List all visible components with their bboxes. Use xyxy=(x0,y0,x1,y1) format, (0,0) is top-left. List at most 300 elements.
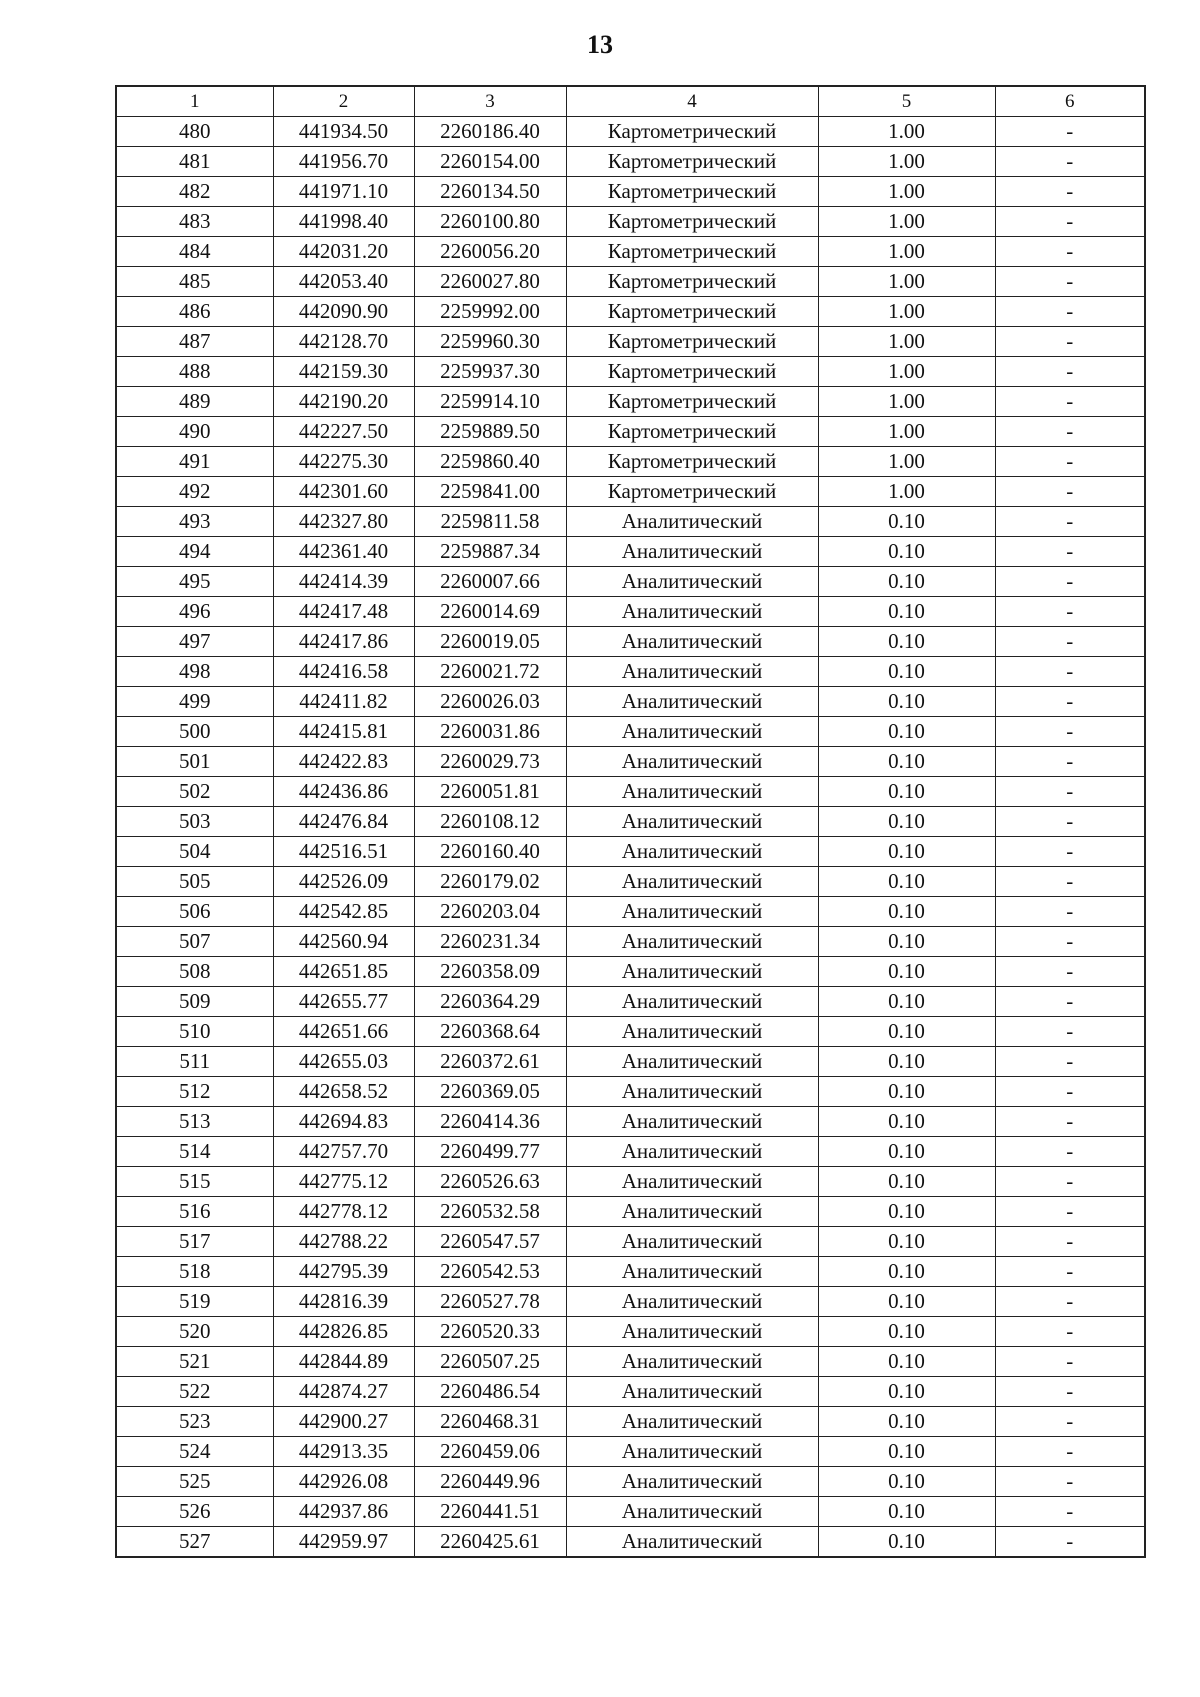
table-cell: Аналитический xyxy=(566,1437,818,1467)
table-cell: - xyxy=(995,987,1145,1017)
table-cell: 442411.82 xyxy=(273,687,414,717)
table-row xyxy=(116,477,1145,507)
table-cell: 2260520.33 xyxy=(414,1317,566,1347)
table-cell: - xyxy=(995,927,1145,957)
table-cell: Картометрический xyxy=(566,267,818,297)
table-cell: 2260019.05 xyxy=(414,627,566,657)
table-cell: 484 xyxy=(116,237,273,267)
table-cell: - xyxy=(995,237,1145,267)
table-cell: 0.10 xyxy=(818,1527,995,1558)
table-cell: Картометрический xyxy=(566,417,818,447)
table-cell: 442415.81 xyxy=(273,717,414,747)
table-cell: 0.10 xyxy=(818,1227,995,1257)
table-cell: - xyxy=(995,207,1145,237)
table-cell: 442416.58 xyxy=(273,657,414,687)
header-cell: 6 xyxy=(995,86,1145,117)
table-cell: - xyxy=(995,297,1145,327)
table-cell: 442926.08 xyxy=(273,1467,414,1497)
table-cell: - xyxy=(995,1407,1145,1437)
table-cell: 2260100.80 xyxy=(414,207,566,237)
table-cell: Аналитический xyxy=(566,777,818,807)
table-cell: 511 xyxy=(116,1047,273,1077)
table-cell: 0.10 xyxy=(818,627,995,657)
table-cell: 0.10 xyxy=(818,1497,995,1527)
coordinates-table xyxy=(115,85,1146,1558)
table-cell: 442361.40 xyxy=(273,537,414,567)
table-row xyxy=(116,1407,1145,1437)
table-cell: - xyxy=(995,897,1145,927)
table-cell: 2260134.50 xyxy=(414,177,566,207)
table-cell: 442542.85 xyxy=(273,897,414,927)
table-cell: 442651.85 xyxy=(273,957,414,987)
table-cell: 480 xyxy=(116,117,273,147)
table-cell: 508 xyxy=(116,957,273,987)
table-cell: 442414.39 xyxy=(273,567,414,597)
table-cell: Аналитический xyxy=(566,807,818,837)
table-cell: 507 xyxy=(116,927,273,957)
table-cell: 2260486.54 xyxy=(414,1377,566,1407)
table-cell: 490 xyxy=(116,417,273,447)
table-cell: - xyxy=(995,1047,1145,1077)
table-cell: Аналитический xyxy=(566,1107,818,1137)
table-cell: 442874.27 xyxy=(273,1377,414,1407)
table-cell: 504 xyxy=(116,837,273,867)
table-cell: - xyxy=(995,567,1145,597)
table-row xyxy=(116,537,1145,567)
table-cell: 0.10 xyxy=(818,1377,995,1407)
table-cell: 512 xyxy=(116,1077,273,1107)
table-cell: 442159.30 xyxy=(273,357,414,387)
table-cell: 1.00 xyxy=(818,357,995,387)
table-cell: 442417.48 xyxy=(273,597,414,627)
table-row xyxy=(116,297,1145,327)
table-cell: Аналитический xyxy=(566,1317,818,1347)
table-cell: 515 xyxy=(116,1167,273,1197)
table-row xyxy=(116,627,1145,657)
table-row xyxy=(116,867,1145,897)
table-cell: 442937.86 xyxy=(273,1497,414,1527)
table-cell: 495 xyxy=(116,567,273,597)
table-cell: - xyxy=(995,627,1145,657)
table-cell: 2259992.00 xyxy=(414,297,566,327)
table-cell: - xyxy=(995,1017,1145,1047)
table-cell: 442436.86 xyxy=(273,777,414,807)
table-cell: - xyxy=(995,537,1145,567)
table-cell: 506 xyxy=(116,897,273,927)
table-cell: Аналитический xyxy=(566,1167,818,1197)
table-cell: - xyxy=(995,177,1145,207)
table-row xyxy=(116,837,1145,867)
table-cell: Аналитический xyxy=(566,1467,818,1497)
table-cell: Аналитический xyxy=(566,867,818,897)
table-row xyxy=(116,567,1145,597)
table-cell: 2260441.51 xyxy=(414,1497,566,1527)
table-cell: 0.10 xyxy=(818,867,995,897)
table-cell: Аналитический xyxy=(566,1197,818,1227)
table-cell: 442844.89 xyxy=(273,1347,414,1377)
table-cell: - xyxy=(995,447,1145,477)
table-cell: 0.10 xyxy=(818,507,995,537)
table-cell: - xyxy=(995,1347,1145,1377)
table-cell: 0.10 xyxy=(818,1137,995,1167)
table-cell: 2260372.61 xyxy=(414,1047,566,1077)
table-cell: 0.10 xyxy=(818,717,995,747)
table-cell: 522 xyxy=(116,1377,273,1407)
table-cell: Картометрический xyxy=(566,357,818,387)
table-cell: 442788.22 xyxy=(273,1227,414,1257)
table-cell: 0.10 xyxy=(818,1287,995,1317)
table-cell: 442422.83 xyxy=(273,747,414,777)
table-cell: Картометрический xyxy=(566,297,818,327)
table-cell: 442655.03 xyxy=(273,1047,414,1077)
table-cell: 0.10 xyxy=(818,1017,995,1047)
table-cell: 501 xyxy=(116,747,273,777)
table-cell: Аналитический xyxy=(566,537,818,567)
table-row xyxy=(116,927,1145,957)
table-cell: Аналитический xyxy=(566,747,818,777)
table-cell: 498 xyxy=(116,657,273,687)
table-cell: 0.10 xyxy=(818,597,995,627)
table-cell: Аналитический xyxy=(566,567,818,597)
table-cell: 2260499.77 xyxy=(414,1137,566,1167)
table-row xyxy=(116,1377,1145,1407)
table-row xyxy=(116,717,1145,747)
table-cell: 2260468.31 xyxy=(414,1407,566,1437)
table-cell: 521 xyxy=(116,1347,273,1377)
table-cell: - xyxy=(995,1377,1145,1407)
table-cell: 442031.20 xyxy=(273,237,414,267)
table-cell: 489 xyxy=(116,387,273,417)
table-cell: 481 xyxy=(116,147,273,177)
table-cell: 442516.51 xyxy=(273,837,414,867)
table-cell: Аналитический xyxy=(566,1137,818,1167)
table-cell: Картометрический xyxy=(566,147,818,177)
table-cell: Картометрический xyxy=(566,327,818,357)
table-cell: 482 xyxy=(116,177,273,207)
table-cell: 516 xyxy=(116,1197,273,1227)
table-cell: 523 xyxy=(116,1407,273,1437)
table-cell: 0.10 xyxy=(818,1437,995,1467)
table-cell: Аналитический xyxy=(566,897,818,927)
table-cell: 0.10 xyxy=(818,837,995,867)
table-cell: 442227.50 xyxy=(273,417,414,447)
table-cell: Аналитический xyxy=(566,1077,818,1107)
table-cell: 2260108.12 xyxy=(414,807,566,837)
table-cell: 442826.85 xyxy=(273,1317,414,1347)
table-cell: 442053.40 xyxy=(273,267,414,297)
table-cell: 0.10 xyxy=(818,537,995,567)
table-cell: 441956.70 xyxy=(273,147,414,177)
table-cell: 524 xyxy=(116,1437,273,1467)
table-cell: 514 xyxy=(116,1137,273,1167)
table-row xyxy=(116,1227,1145,1257)
table-cell: 1.00 xyxy=(818,177,995,207)
table-cell: 491 xyxy=(116,447,273,477)
table-cell: 510 xyxy=(116,1017,273,1047)
table-cell: 0.10 xyxy=(818,777,995,807)
table-cell: 441971.10 xyxy=(273,177,414,207)
table-cell: 442476.84 xyxy=(273,807,414,837)
table-cell: 0.10 xyxy=(818,1347,995,1377)
table-row xyxy=(116,1047,1145,1077)
table-row xyxy=(116,597,1145,627)
header-cell: 4 xyxy=(566,86,818,117)
table-cell: 442275.30 xyxy=(273,447,414,477)
table-cell: Аналитический xyxy=(566,837,818,867)
table-cell: 0.10 xyxy=(818,1407,995,1437)
table-cell: 2260031.86 xyxy=(414,717,566,747)
table-cell: 1.00 xyxy=(818,477,995,507)
table-cell: 0.10 xyxy=(818,567,995,597)
table-cell: Аналитический xyxy=(566,717,818,747)
table-cell: 2260014.69 xyxy=(414,597,566,627)
table-cell: 2260056.20 xyxy=(414,237,566,267)
table-cell: - xyxy=(995,1467,1145,1497)
table-cell: 442913.35 xyxy=(273,1437,414,1467)
table-row xyxy=(116,1077,1145,1107)
table-cell: Картометрический xyxy=(566,177,818,207)
table-cell: 442795.39 xyxy=(273,1257,414,1287)
table-cell: 0.10 xyxy=(818,1317,995,1347)
table-cell: - xyxy=(995,507,1145,537)
table-row xyxy=(116,987,1145,1017)
table-cell: 2260203.04 xyxy=(414,897,566,927)
table-cell: Картометрический xyxy=(566,117,818,147)
table-cell: 517 xyxy=(116,1227,273,1257)
table-cell: 442694.83 xyxy=(273,1107,414,1137)
table-row xyxy=(116,1527,1145,1558)
table-cell: 2259860.40 xyxy=(414,447,566,477)
table-cell: - xyxy=(995,1197,1145,1227)
table-row xyxy=(116,1107,1145,1137)
table-cell: Аналитический xyxy=(566,1227,818,1257)
table-cell: 486 xyxy=(116,297,273,327)
table-cell: - xyxy=(995,1317,1145,1347)
table-row xyxy=(116,687,1145,717)
table-cell: - xyxy=(995,417,1145,447)
table-cell: - xyxy=(995,1527,1145,1558)
table-cell: 2260231.34 xyxy=(414,927,566,957)
table-row xyxy=(116,1017,1145,1047)
table-cell: 1.00 xyxy=(818,417,995,447)
table-row xyxy=(116,237,1145,267)
table-cell: 0.10 xyxy=(818,807,995,837)
table-cell: 2260425.61 xyxy=(414,1527,566,1558)
table-cell: 442526.09 xyxy=(273,867,414,897)
table-row xyxy=(116,777,1145,807)
table-cell: Картометрический xyxy=(566,387,818,417)
table-row xyxy=(116,747,1145,777)
table-cell: 2260026.03 xyxy=(414,687,566,717)
table-row xyxy=(116,897,1145,927)
table-cell: 442816.39 xyxy=(273,1287,414,1317)
table-cell: 2260051.81 xyxy=(414,777,566,807)
table-cell: 441998.40 xyxy=(273,207,414,237)
table-cell: 442655.77 xyxy=(273,987,414,1017)
table-cell: 526 xyxy=(116,1497,273,1527)
table-cell: 442778.12 xyxy=(273,1197,414,1227)
table-row xyxy=(116,147,1145,177)
table-cell: 525 xyxy=(116,1467,273,1497)
table-cell: 2260507.25 xyxy=(414,1347,566,1377)
table-cell: - xyxy=(995,1137,1145,1167)
table-cell: - xyxy=(995,867,1145,897)
table-cell: Аналитический xyxy=(566,657,818,687)
table-cell: - xyxy=(995,1227,1145,1257)
table-cell: 2260027.80 xyxy=(414,267,566,297)
table-cell: 2260358.09 xyxy=(414,957,566,987)
table-cell: - xyxy=(995,777,1145,807)
table-cell: 485 xyxy=(116,267,273,297)
table-cell: 496 xyxy=(116,597,273,627)
table-cell: Аналитический xyxy=(566,927,818,957)
table-row xyxy=(116,357,1145,387)
table-row xyxy=(116,1467,1145,1497)
table-row xyxy=(116,1137,1145,1167)
table-cell: 1.00 xyxy=(818,267,995,297)
table-cell: 2259960.30 xyxy=(414,327,566,357)
table-cell: - xyxy=(995,477,1145,507)
table-cell: 520 xyxy=(116,1317,273,1347)
table-cell: 0.10 xyxy=(818,927,995,957)
table-cell: 2260526.63 xyxy=(414,1167,566,1197)
table-row xyxy=(116,1167,1145,1197)
table-cell: Аналитический xyxy=(566,1287,818,1317)
table-row xyxy=(116,177,1145,207)
table-cell: 442327.80 xyxy=(273,507,414,537)
table-cell: 442128.70 xyxy=(273,327,414,357)
table-cell: Аналитический xyxy=(566,1347,818,1377)
table-cell: 442900.27 xyxy=(273,1407,414,1437)
table-cell: 2260029.73 xyxy=(414,747,566,777)
table-body xyxy=(116,86,1145,1557)
table-cell: 442301.60 xyxy=(273,477,414,507)
table-cell: - xyxy=(995,747,1145,777)
table-cell: 2260186.40 xyxy=(414,117,566,147)
table-row xyxy=(116,207,1145,237)
table-cell: Аналитический xyxy=(566,1047,818,1077)
table-cell: - xyxy=(995,687,1145,717)
table-cell: 2260542.53 xyxy=(414,1257,566,1287)
table-cell: 493 xyxy=(116,507,273,537)
table-cell: - xyxy=(995,357,1145,387)
table-row xyxy=(116,807,1145,837)
table-row xyxy=(116,327,1145,357)
table-cell: - xyxy=(995,1107,1145,1137)
table-cell: Аналитический xyxy=(566,1377,818,1407)
table-cell: 2259889.50 xyxy=(414,417,566,447)
table-cell: - xyxy=(995,1437,1145,1467)
table-cell: - xyxy=(995,387,1145,417)
table-cell: 2260532.58 xyxy=(414,1197,566,1227)
header-row xyxy=(116,86,1145,117)
table-cell: - xyxy=(995,1287,1145,1317)
table-cell: 1.00 xyxy=(818,297,995,327)
header-cell: 2 xyxy=(273,86,414,117)
table-cell: - xyxy=(995,597,1145,627)
table-cell: - xyxy=(995,1167,1145,1197)
table-row xyxy=(116,1197,1145,1227)
table-cell: 0.10 xyxy=(818,1077,995,1107)
table-cell: Картометрический xyxy=(566,477,818,507)
table-cell: 494 xyxy=(116,537,273,567)
table-cell: - xyxy=(995,657,1145,687)
table-row xyxy=(116,1287,1145,1317)
table-cell: 2260154.00 xyxy=(414,147,566,177)
table-cell: 441934.50 xyxy=(273,117,414,147)
table-cell: - xyxy=(995,327,1145,357)
table-cell: 0.10 xyxy=(818,1167,995,1197)
table-cell: 509 xyxy=(116,987,273,1017)
table-cell: 2260160.40 xyxy=(414,837,566,867)
table-cell: - xyxy=(995,147,1145,177)
table-row xyxy=(116,657,1145,687)
table-cell: 497 xyxy=(116,627,273,657)
table-row xyxy=(116,1317,1145,1347)
table-cell: 518 xyxy=(116,1257,273,1287)
table-cell: 505 xyxy=(116,867,273,897)
table-cell: Картометрический xyxy=(566,207,818,237)
table-cell: 0.10 xyxy=(818,1197,995,1227)
table-row xyxy=(116,1347,1145,1377)
table-cell: 487 xyxy=(116,327,273,357)
table-cell: 2260369.05 xyxy=(414,1077,566,1107)
table-cell: 2260459.06 xyxy=(414,1437,566,1467)
table-cell: Аналитический xyxy=(566,1527,818,1558)
table-cell: 502 xyxy=(116,777,273,807)
table-cell: Аналитический xyxy=(566,957,818,987)
header-cell: 3 xyxy=(414,86,566,117)
table-cell: 442417.86 xyxy=(273,627,414,657)
table-cell: Аналитический xyxy=(566,1017,818,1047)
table-cell: 0.10 xyxy=(818,957,995,987)
table-cell: 1.00 xyxy=(818,237,995,267)
table-cell: Картометрический xyxy=(566,447,818,477)
table-cell: 442775.12 xyxy=(273,1167,414,1197)
table-cell: 503 xyxy=(116,807,273,837)
table-cell: - xyxy=(995,267,1145,297)
table-cell: 1.00 xyxy=(818,387,995,417)
table-row xyxy=(116,957,1145,987)
table-cell: - xyxy=(995,1497,1145,1527)
table-cell: 0.10 xyxy=(818,897,995,927)
table-cell: 2259914.10 xyxy=(414,387,566,417)
table-cell: 500 xyxy=(116,717,273,747)
table-cell: 2259937.30 xyxy=(414,357,566,387)
table-cell: 492 xyxy=(116,477,273,507)
table-cell: 442959.97 xyxy=(273,1527,414,1558)
table-cell: 2260368.64 xyxy=(414,1017,566,1047)
table-cell: 442651.66 xyxy=(273,1017,414,1047)
table-cell: 2260179.02 xyxy=(414,867,566,897)
table-cell: 1.00 xyxy=(818,447,995,477)
table-cell: - xyxy=(995,117,1145,147)
table-cell: 2260449.96 xyxy=(414,1467,566,1497)
table-cell: 442560.94 xyxy=(273,927,414,957)
table-row xyxy=(116,507,1145,537)
table-cell: 499 xyxy=(116,687,273,717)
table-cell: 2260364.29 xyxy=(414,987,566,1017)
table-cell: 442190.20 xyxy=(273,387,414,417)
table-cell: Аналитический xyxy=(566,1407,818,1437)
table-cell: 0.10 xyxy=(818,657,995,687)
table-cell: 0.10 xyxy=(818,1107,995,1137)
table-cell: - xyxy=(995,837,1145,867)
table-cell: 2259887.34 xyxy=(414,537,566,567)
table-cell: 0.10 xyxy=(818,1047,995,1077)
table-row xyxy=(116,117,1145,147)
table-row xyxy=(116,1437,1145,1467)
